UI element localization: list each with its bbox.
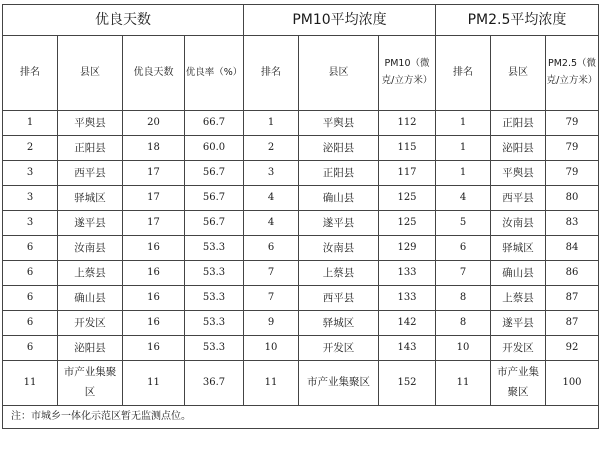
- county-cell: 西平县: [299, 286, 379, 311]
- col-header-pm10-unit: PM10（微克/立方米）: [379, 36, 436, 111]
- group-header-pm10: PM10平均浓度: [244, 5, 436, 36]
- county-cell: 泌阳县: [491, 136, 546, 161]
- table-row: [3, 311, 599, 336]
- col-header-rank: 排名: [244, 36, 299, 111]
- rank-cell: 3: [3, 211, 58, 236]
- county-cell: 驿城区: [491, 236, 546, 261]
- rank-cell: 7: [244, 286, 299, 311]
- table-row: [3, 236, 599, 261]
- county-cell: 确山县: [491, 261, 546, 286]
- rank-cell: 6: [436, 236, 491, 261]
- rank-cell: 3: [3, 186, 58, 211]
- pm10-cell: 133: [379, 286, 436, 311]
- pm10-cell: 117: [379, 161, 436, 186]
- county-cell: 平舆县: [58, 111, 123, 136]
- pm25-cell: 92: [546, 336, 599, 361]
- county-cell: 汝南县: [58, 236, 123, 261]
- county-cell: 平舆县: [491, 161, 546, 186]
- rank-cell: 5: [436, 211, 491, 236]
- rank-cell: 3: [3, 161, 58, 186]
- good-rate-cell: 56.7: [185, 161, 244, 186]
- county-cell: 遂平县: [299, 211, 379, 236]
- col-header-county: 县区: [491, 36, 546, 111]
- column-header-row: [3, 36, 599, 111]
- good-days-cell: 16: [123, 311, 185, 336]
- rank-cell: 6: [244, 236, 299, 261]
- county-cell: 汝南县: [299, 236, 379, 261]
- county-cell: 正阳县: [299, 161, 379, 186]
- group-header-good-days: 优良天数: [3, 5, 244, 36]
- pm25-cell: 79: [546, 111, 599, 136]
- good-days-cell: 17: [123, 161, 185, 186]
- pm10-cell: 129: [379, 236, 436, 261]
- county-cell: 驿城区: [58, 186, 123, 211]
- table-row: [3, 286, 599, 311]
- rank-cell: 1: [436, 136, 491, 161]
- col-header-rank: 排名: [3, 36, 58, 111]
- county-cell: 泌阳县: [299, 136, 379, 161]
- good-days-cell: 20: [123, 111, 185, 136]
- county-cell: 开发区: [491, 336, 546, 361]
- rank-cell: 3: [244, 161, 299, 186]
- rank-cell: 1: [436, 161, 491, 186]
- county-cell: 驿城区: [299, 311, 379, 336]
- county-cell: 确山县: [58, 286, 123, 311]
- rank-cell: 10: [436, 336, 491, 361]
- county-cell: 汝南县: [491, 211, 546, 236]
- rank-cell: 1: [436, 111, 491, 136]
- good-rate-cell: 56.7: [185, 186, 244, 211]
- group-header-pm25: PM2.5平均浓度: [436, 5, 599, 36]
- col-header-good-rate: 优良率（%）: [185, 36, 244, 111]
- rank-cell: 8: [436, 286, 491, 311]
- good-rate-cell: 53.3: [185, 236, 244, 261]
- good-rate-cell: 60.0: [185, 136, 244, 161]
- table-row: [3, 136, 599, 161]
- pm25-cell: 79: [546, 136, 599, 161]
- pm10-cell: 112: [379, 111, 436, 136]
- county-cell: 市产业集聚区: [299, 361, 379, 406]
- pm10-cell: 115: [379, 136, 436, 161]
- pm25-cell: 86: [546, 261, 599, 286]
- county-cell: 上蔡县: [299, 261, 379, 286]
- good-days-cell: 16: [123, 261, 185, 286]
- good-days-cell: 18: [123, 136, 185, 161]
- pm10-cell: 125: [379, 186, 436, 211]
- county-cell: 泌阳县: [58, 336, 123, 361]
- rank-cell: 11: [436, 361, 491, 406]
- pm25-cell: 87: [546, 286, 599, 311]
- county-cell: 上蔡县: [58, 261, 123, 286]
- pm25-cell: 100: [546, 361, 599, 406]
- rank-cell: 11: [3, 361, 58, 406]
- table-row: [3, 161, 599, 186]
- pm10-cell: 152: [379, 361, 436, 406]
- col-header-rank: 排名: [436, 36, 491, 111]
- pm10-cell: 142: [379, 311, 436, 336]
- county-cell: 开发区: [58, 311, 123, 336]
- good-days-cell: 16: [123, 236, 185, 261]
- county-cell: 开发区: [299, 336, 379, 361]
- rank-cell: 6: [3, 236, 58, 261]
- good-rate-cell: 53.3: [185, 311, 244, 336]
- rank-cell: 7: [436, 261, 491, 286]
- good-days-cell: 17: [123, 186, 185, 211]
- rank-cell: 6: [3, 286, 58, 311]
- air-quality-ranking-table: [2, 4, 599, 429]
- rank-cell: 4: [244, 186, 299, 211]
- table-row: [3, 261, 599, 286]
- pm25-cell: 79: [546, 161, 599, 186]
- good-rate-cell: 36.7: [185, 361, 244, 406]
- good-days-cell: 11: [123, 361, 185, 406]
- rank-cell: 1: [3, 111, 58, 136]
- county-cell: 市产业集聚区: [491, 361, 546, 406]
- good-rate-cell: 56.7: [185, 211, 244, 236]
- col-header-county: 县区: [58, 36, 123, 111]
- rank-cell: 10: [244, 336, 299, 361]
- rank-cell: 1: [244, 111, 299, 136]
- good-days-cell: 17: [123, 211, 185, 236]
- pm25-cell: 84: [546, 236, 599, 261]
- table-row: [3, 186, 599, 211]
- table-row: [3, 336, 599, 361]
- note-row: [3, 406, 599, 429]
- col-header-county: 县区: [299, 36, 379, 111]
- col-header-pm25-unit: PM2.5（微克/立方米）: [546, 36, 599, 111]
- group-header-row: [3, 5, 599, 36]
- good-rate-cell: 53.3: [185, 336, 244, 361]
- rank-cell: 8: [436, 311, 491, 336]
- rank-cell: 4: [436, 186, 491, 211]
- good-rate-cell: 53.3: [185, 286, 244, 311]
- county-cell: 正阳县: [58, 136, 123, 161]
- pm10-cell: 133: [379, 261, 436, 286]
- rank-cell: 4: [244, 211, 299, 236]
- table-row: [3, 211, 599, 236]
- county-cell: 确山县: [299, 186, 379, 211]
- rank-cell: 2: [244, 136, 299, 161]
- good-days-cell: 16: [123, 336, 185, 361]
- good-rate-cell: 53.3: [185, 261, 244, 286]
- county-cell: 上蔡县: [491, 286, 546, 311]
- ranking-rows: [3, 111, 599, 361]
- pm25-cell: 80: [546, 186, 599, 211]
- pm25-cell: 87: [546, 311, 599, 336]
- county-cell: 市产业集聚区: [58, 361, 123, 406]
- county-cell: 遂平县: [491, 311, 546, 336]
- rank-cell: 6: [3, 336, 58, 361]
- rank-cell: 9: [244, 311, 299, 336]
- rank-cell: 2: [3, 136, 58, 161]
- col-header-good-days: 优良天数: [123, 36, 185, 111]
- rank-cell: 6: [3, 311, 58, 336]
- rank-cell: 6: [3, 261, 58, 286]
- pm10-cell: 125: [379, 211, 436, 236]
- county-cell: 西平县: [58, 161, 123, 186]
- table-note: 注：市城乡一体化示范区暂无监测点位。: [3, 406, 599, 429]
- table-row: [3, 111, 599, 136]
- rank-cell: 11: [244, 361, 299, 406]
- county-cell: 正阳县: [491, 111, 546, 136]
- pm10-cell: 143: [379, 336, 436, 361]
- good-rate-cell: 66.7: [185, 111, 244, 136]
- county-cell: 西平县: [491, 186, 546, 211]
- good-days-cell: 16: [123, 286, 185, 311]
- county-cell: 遂平县: [58, 211, 123, 236]
- pm25-cell: 83: [546, 211, 599, 236]
- table-row: [3, 361, 599, 406]
- county-cell: 平舆县: [299, 111, 379, 136]
- rank-cell: 7: [244, 261, 299, 286]
